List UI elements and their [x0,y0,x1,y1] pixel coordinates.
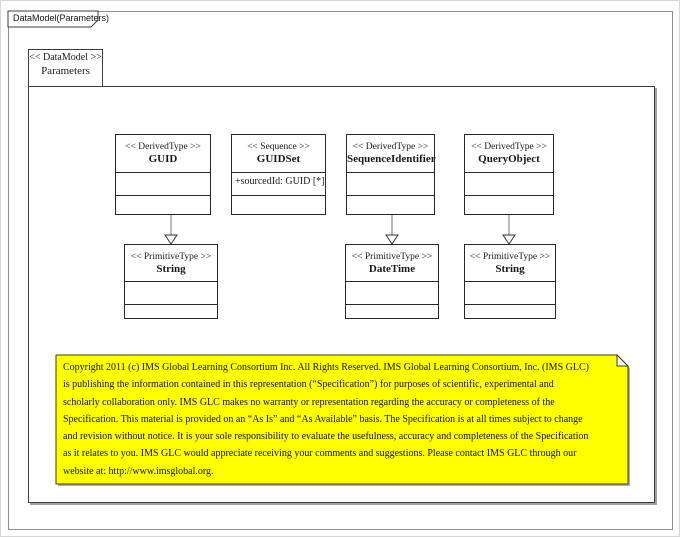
class-box-string-right [464,244,556,319]
package-label-box [28,49,103,87]
class-attributes-compartment [125,281,217,304]
class-stereotype: << DerivedType >> [471,142,547,152]
class-operations-compartment [346,304,438,318]
note-line: Specification. This material is provided on an “As Is” and “As Available” basis. The Specification is at all times subject to change [63,413,583,425]
class-box-guidset [231,134,326,215]
class-operations-compartment [232,195,325,214]
class-stereotype: << PrimitiveType >> [130,251,212,262]
class-operations-compartment [465,195,553,214]
note-line: as it relates to you. IMS GLC would appreciate receiving your comments and suggestions. Please contact IMS GLC through our [63,448,577,460]
class-operations-compartment [465,304,555,318]
class-header [465,135,553,172]
class-header [346,245,438,281]
package-stereotype: << DataModel >> [29,52,102,63]
class-name: String [156,262,186,275]
generalization-arrow-queryobject-string [503,215,515,244]
class-attributes-compartment [465,172,553,195]
class-name: String [495,262,525,275]
class-name: GUID [148,153,178,165]
class-name: DateTime [368,262,416,275]
class-attributes-compartment [346,281,438,304]
class-header [232,135,325,172]
note-line: and revision without notice. It is your sole responsibility to evaluate the usefulness, accuracy and completeness of the Specification [63,431,589,443]
class-header [465,245,555,281]
class-attributes-compartment [347,172,434,195]
class-operations-compartment [125,304,217,318]
class-operations-compartment [347,195,434,214]
class-header [125,245,217,281]
class-attributes-compartment [232,172,325,195]
class-attributes-compartment [465,281,555,304]
class-stereotype: << Sequence >> [247,142,310,152]
class-stereotype: << PrimitiveType >> [351,251,433,262]
class-box-guid [115,134,211,215]
note-line: Copyright 2011 (c) IMS Global Learning Consortium Inc. All Rights Reserved. IMS Global Learning Consortium, Inc. (IMS GLC) [63,362,589,373]
class-stereotype: << DerivedType >> [125,142,201,152]
generalization-arrow-sequenceidentifier-datetime [386,215,398,244]
class-box-datetime [345,244,439,319]
class-stereotype: << PrimitiveType >> [469,251,551,262]
note-line: is publishing the information contained in this representation (“Specification”) for purposes of scientific, experimental and [63,379,554,391]
package-name: Parameters [41,65,90,77]
class-box-sequenceidentifier [346,134,435,215]
class-operations-compartment [116,195,210,214]
class-header [347,135,434,172]
note-line: website at: http://www.imsglobal.org. [63,465,214,477]
class-stereotype: << DerivedType >> [352,142,429,152]
attribute-sourcedid: +sourcedId: GUID [*] [235,176,325,187]
generalization-arrow-guid-string [165,215,177,244]
class-name: GUIDSet [256,153,301,165]
class-header [116,135,210,172]
frame-tab-label: DataModel(Parameters) [13,13,110,23]
class-name: QueryObject [478,153,540,165]
class-name: SequenceIdentifier [347,153,436,165]
note-text [63,359,623,480]
class-attributes-compartment [116,172,210,195]
class-box-string-left [124,244,218,319]
note-line: scholarly collaboration only. IMS GLC makes no warranty or representation regarding the accuracy or completeness of the [63,396,555,408]
class-box-queryobject [464,134,554,215]
